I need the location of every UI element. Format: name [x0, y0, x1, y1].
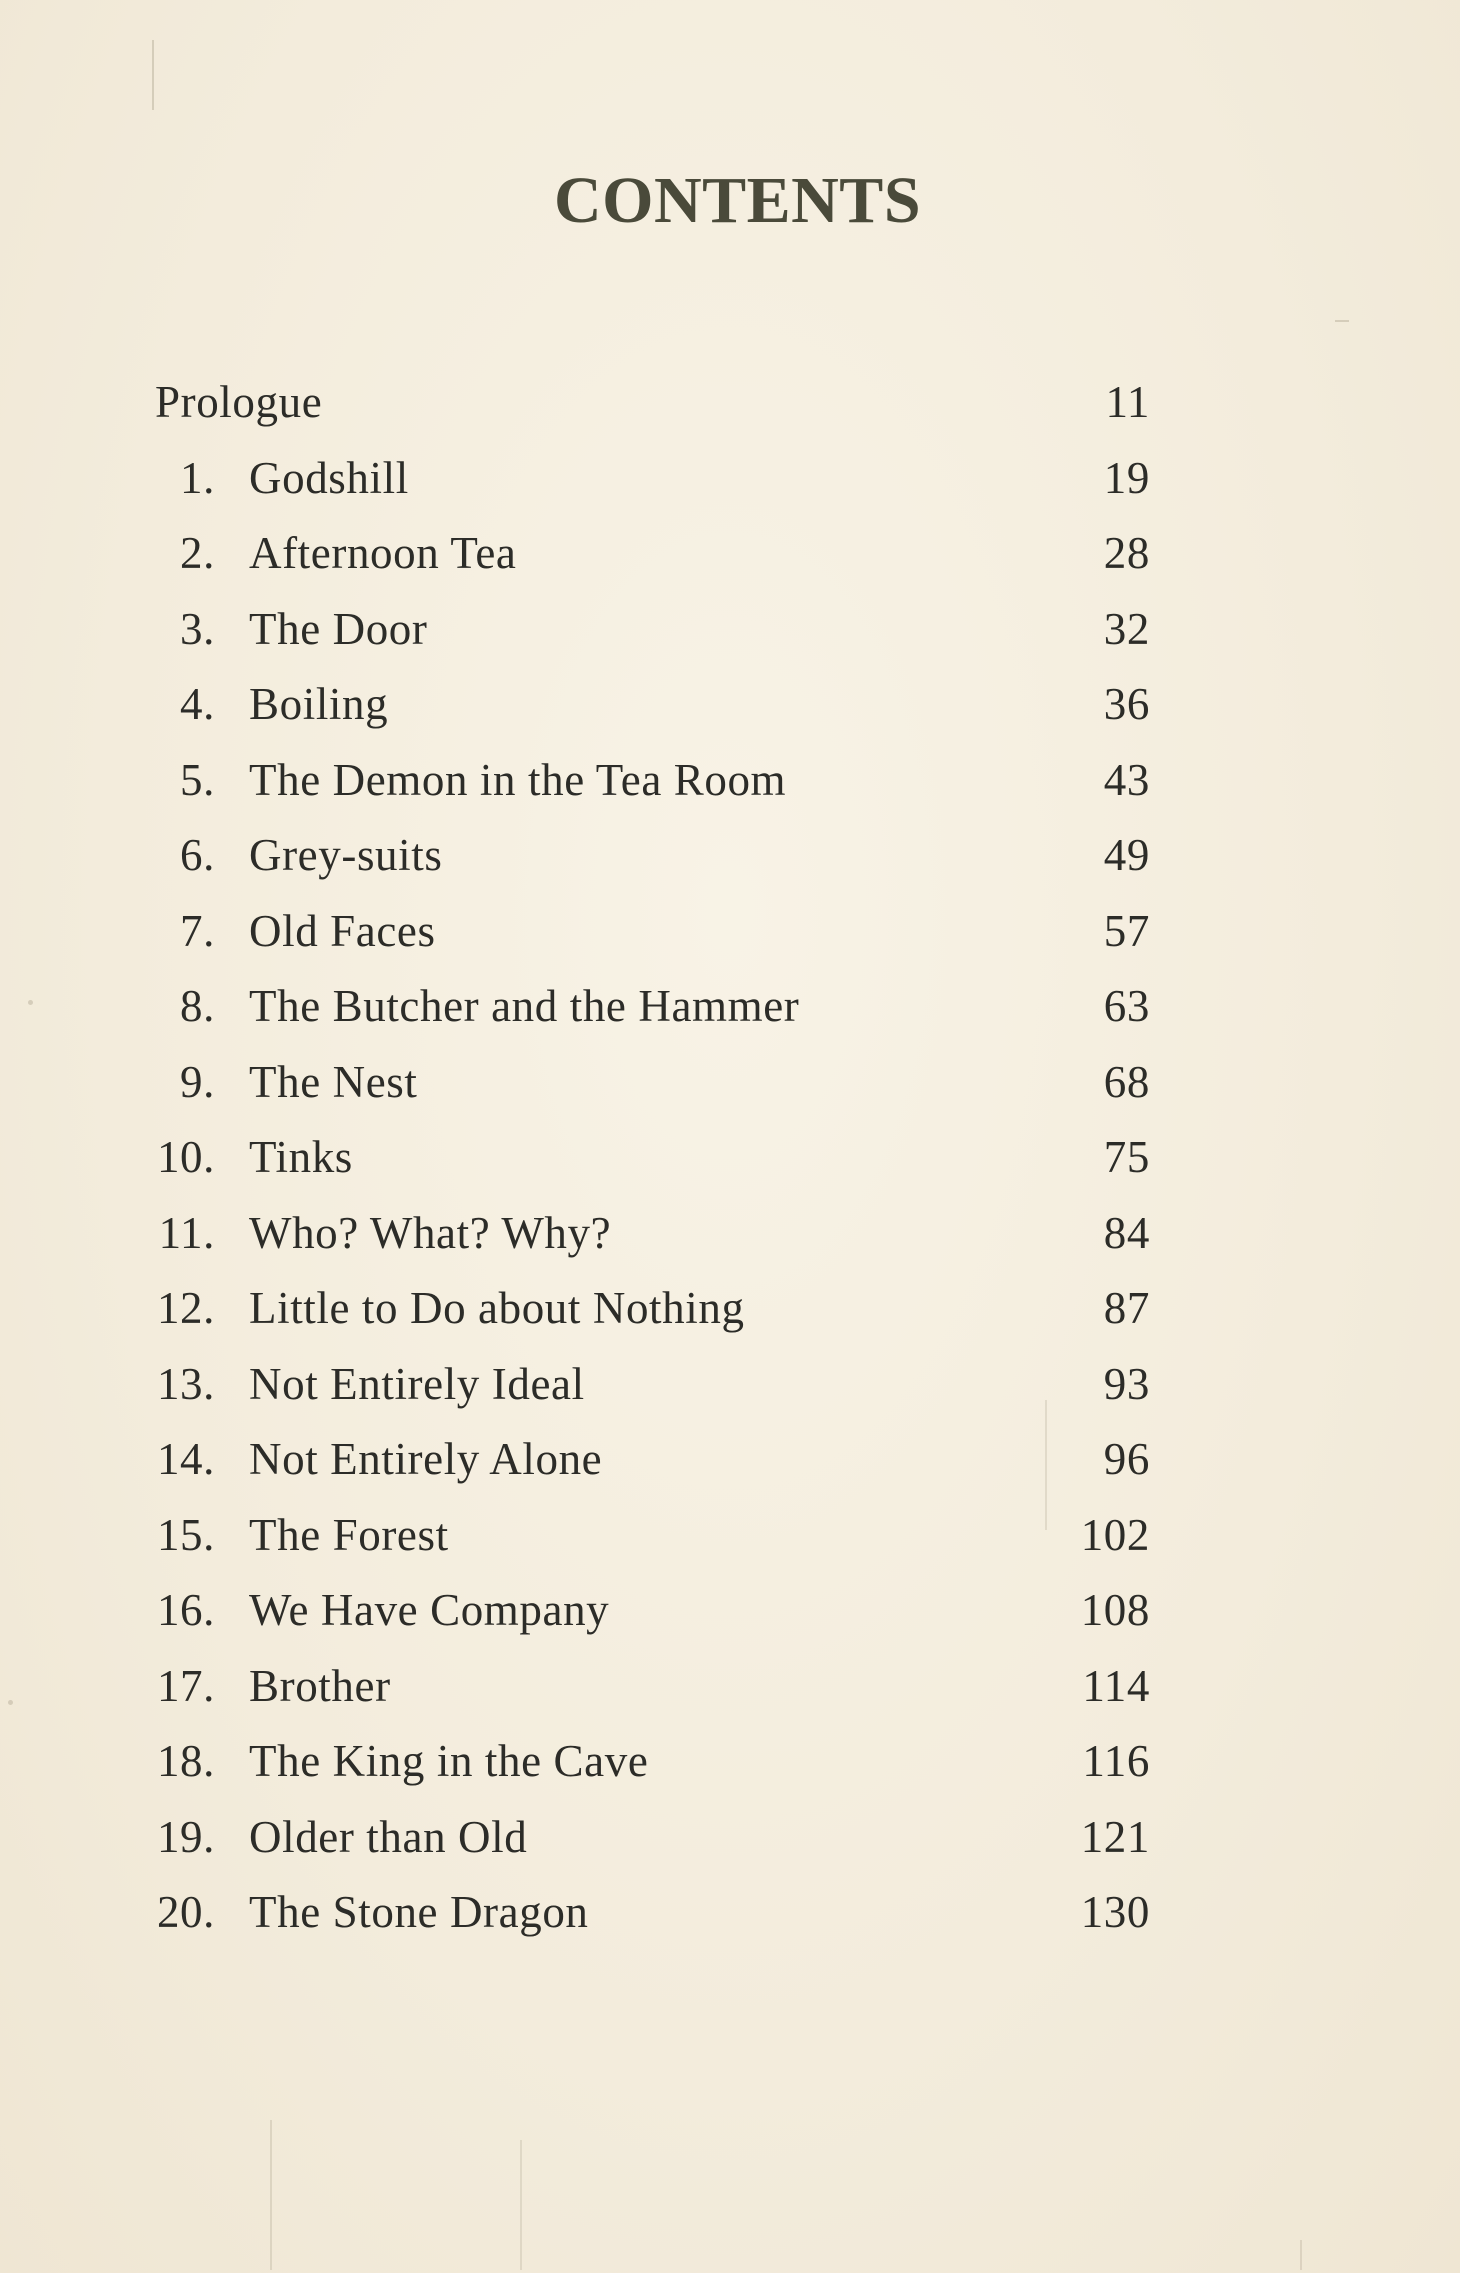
toc-entry-number: 13.: [156, 1358, 215, 1409]
toc-entry-title: The Forest: [249, 1509, 449, 1560]
toc-entry-number: 10.: [156, 1132, 215, 1182]
toc-entry-number: 4.: [180, 679, 215, 729]
toc-entry: [155, 743, 1150, 819]
paper-mark: [8, 1700, 13, 1705]
paper-mark: [28, 1000, 33, 1005]
toc-entry: [155, 1196, 1150, 1272]
toc-entry: [155, 894, 1150, 970]
toc-entry: [155, 1573, 1150, 1649]
toc-entry-title: Who? What? Why?: [249, 1207, 612, 1258]
toc-entry-number: 11.: [158, 1207, 215, 1258]
toc-entry-page: 11: [1105, 377, 1150, 427]
toc-entry-page: 32: [1103, 603, 1150, 654]
toc-entry-number: 15.: [156, 1509, 215, 1560]
toc-entry: [155, 1271, 1150, 1347]
toc-entry-title: Tinks: [249, 1132, 353, 1182]
toc-entry-page: 102: [1080, 1509, 1150, 1560]
toc-entry-title: Godshill: [249, 452, 409, 503]
toc-entry-title: The Door: [249, 603, 428, 654]
toc-entry-page: 19: [1103, 452, 1150, 503]
toc-entry-page: 36: [1103, 679, 1150, 729]
toc-entry-page: 84: [1103, 1207, 1150, 1258]
toc-entry: [155, 1649, 1150, 1725]
toc-entry-page: 108: [1080, 1585, 1150, 1635]
toc-entry: [155, 1347, 1150, 1423]
toc-entry-title: The King in the Cave: [249, 1736, 649, 1786]
toc-entry: [155, 1800, 1150, 1876]
toc-entry-title: The Nest: [249, 1056, 418, 1107]
toc-entry: [155, 1498, 1150, 1574]
paper-mark: [152, 40, 154, 110]
toc-entry: [155, 1724, 1150, 1800]
toc-entry: [155, 516, 1150, 592]
toc-entry: [155, 441, 1150, 517]
toc-entry-page: 57: [1103, 905, 1150, 956]
toc-entry-page: 43: [1103, 754, 1150, 805]
toc-entry-page: 63: [1103, 981, 1150, 1031]
toc-entry-page: 28: [1103, 528, 1150, 578]
paper-mark: [1335, 320, 1349, 322]
toc-entry-title: Boiling: [249, 679, 389, 729]
toc-entry: [155, 592, 1150, 668]
toc-entry-title: Brother: [249, 1660, 391, 1711]
paper-mark: [270, 2120, 272, 2270]
toc-entry-page: 87: [1103, 1283, 1150, 1333]
toc-entry-title: Not Entirely Ideal: [249, 1358, 585, 1409]
toc-entry-page: 75: [1103, 1132, 1150, 1182]
page-title: CONTENTS: [553, 164, 922, 237]
toc-entry-title: The Butcher and the Hammer: [249, 981, 800, 1031]
table-of-contents: [155, 365, 1150, 1951]
toc-entry-number: 17.: [156, 1660, 215, 1711]
toc-entry: [155, 1045, 1150, 1121]
toc-entry-title: Old Faces: [249, 905, 436, 956]
toc-entry-number: 7.: [180, 905, 215, 956]
toc-entry-number: 1.: [180, 452, 215, 503]
toc-entry-number: 18.: [156, 1736, 215, 1786]
toc-entry-title: We Have Company: [249, 1585, 610, 1635]
toc-entry-title: The Stone Dragon: [249, 1887, 589, 1937]
toc-entry-title: Afternoon Tea: [249, 528, 517, 578]
toc-entry-title: Prologue: [155, 377, 323, 427]
toc-entry-title: Grey-suits: [249, 830, 443, 880]
toc-entry-number: 19.: [156, 1811, 215, 1862]
toc-entry-number: 2.: [180, 528, 215, 578]
toc-entry-title: The Demon in the Tea Room: [249, 754, 787, 805]
toc-entry-title: Older than Old: [249, 1811, 528, 1862]
toc-entry-number: 16.: [156, 1585, 215, 1635]
toc-entry: [155, 1422, 1150, 1498]
toc-entry-number: 12.: [156, 1283, 215, 1333]
toc-entry-number: 14.: [156, 1434, 215, 1484]
toc-entry-page: 96: [1103, 1434, 1150, 1484]
toc-entry-page: 49: [1103, 830, 1150, 880]
toc-entry-page: 114: [1082, 1660, 1150, 1711]
paper-mark: [1300, 2240, 1302, 2270]
toc-entry: [155, 818, 1150, 894]
paper-mark: [520, 2140, 522, 2270]
toc-entry-number: 5.: [180, 754, 215, 805]
toc-entry-page: 93: [1103, 1358, 1150, 1409]
toc-entry-prologue: [155, 365, 1150, 441]
toc-entry: [155, 1875, 1150, 1951]
toc-entry-page: 116: [1082, 1736, 1150, 1786]
toc-entry-page: 121: [1080, 1811, 1150, 1862]
toc-entry-title: Little to Do about Nothing: [249, 1283, 745, 1333]
toc-entry-number: 20.: [156, 1887, 215, 1937]
toc-entry-title: Not Entirely Alone: [249, 1434, 603, 1484]
toc-entry-page: 68: [1103, 1056, 1150, 1107]
toc-entry-number: 3.: [180, 603, 215, 654]
toc-entry: [155, 969, 1150, 1045]
toc-entry-number: 9.: [180, 1056, 215, 1107]
toc-entry-number: 8.: [180, 981, 215, 1031]
toc-entry: [155, 1120, 1150, 1196]
toc-entry: [155, 667, 1150, 743]
toc-entry-page: 130: [1080, 1887, 1150, 1937]
toc-entry-number: 6.: [180, 830, 215, 880]
